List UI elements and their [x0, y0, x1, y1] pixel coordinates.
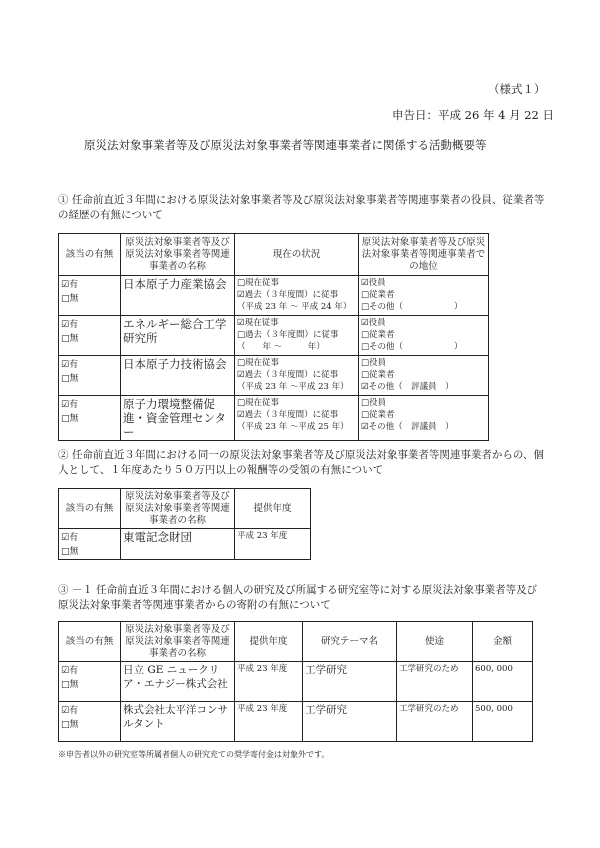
status-current[interactable]: ☑現在従事	[237, 318, 279, 328]
header-company-name: 原災法対象事業者等及び原災法対象事業者等関連事業者の名称	[121, 622, 235, 662]
header-position: 原災法対象事業者等及び原災法対象事業者等関連事業者での地位	[359, 234, 489, 276]
company-name: 株式会社太平洋コンサルタント	[121, 702, 235, 742]
applicable-cell	[59, 529, 121, 560]
section2-table	[58, 488, 311, 560]
table-row	[59, 529, 311, 560]
has-checkbox[interactable]: ☑有	[61, 666, 79, 676]
position-cell	[359, 356, 489, 396]
status-past[interactable]: ☑過去（３年度間）に従事	[237, 290, 339, 300]
table-header-row	[59, 622, 533, 662]
header-applicable: 該当の有無	[59, 234, 121, 276]
document-title: 原災法対象事業者等及び原災法対象事業者等関連事業者に関係する活動概要等	[84, 138, 487, 152]
position-officer[interactable]: ☑役員	[361, 318, 386, 328]
research-theme: 工学研究	[303, 702, 397, 742]
company-name: 日立 GE ニュークリア・エナジー株式会社	[121, 662, 235, 702]
position-other[interactable]: □その他（ ）	[361, 302, 463, 312]
section3-heading: ③ －１ 任命前直近３年間における個人の研究及び所属する研究室等に対する原災法対象事業者等及び原災法対象事業者等関連事業者からの寄附の有無について	[58, 584, 538, 611]
research-theme: 工学研究	[303, 662, 397, 702]
none-checkbox[interactable]: □無	[61, 720, 79, 730]
table-row	[59, 316, 489, 356]
status-current[interactable]: □現在従事	[237, 278, 280, 288]
position-officer[interactable]: □役員	[361, 398, 387, 408]
applicable-cell	[59, 276, 121, 316]
declaration-date: 申告日：平成 26 年 4 月 22 日	[392, 108, 555, 122]
status-period: （平成 23 年 ～平成 25 年）	[237, 422, 349, 432]
status-current[interactable]: □現在従事	[237, 398, 280, 408]
has-checkbox[interactable]: ☑有	[61, 360, 79, 370]
status-cell	[235, 276, 359, 316]
table-header-row	[59, 489, 311, 529]
none-checkbox[interactable]: □無	[61, 680, 79, 690]
footnote: ※申告者以外の研究室等所属者個人の研究充ての奨学寄付金は対象外です。	[58, 750, 330, 759]
table-row	[59, 276, 489, 316]
applicable-cell	[59, 662, 121, 702]
company-name: 日本原子力産業協会	[121, 276, 235, 316]
section1-heading: ① 任命前直近３年間における原災法対象事業者等及び原災法対象事業者等関連事業者の役員、従業者等の経歴の有無について	[58, 194, 545, 221]
header-company-name: 原災法対象事業者等及び原災法対象事業者等関連事業者の名称	[121, 234, 235, 276]
company-name: エネルギー総合工学研究所	[121, 316, 235, 356]
section1-table	[58, 233, 489, 441]
none-checkbox[interactable]: □無	[61, 294, 79, 304]
company-name: 東電記念財団	[121, 529, 235, 560]
status-cell	[235, 316, 359, 356]
section2-heading: ② 任命前直近３年間における同一の原災法対象事業者等及び原災法対象事業者等関連事業者からの、個人として、１年度あたり５０万円以上の報酬等の受領の有無について	[58, 449, 544, 476]
position-employee[interactable]: □従業者	[361, 330, 395, 340]
header-year: 提供年度	[235, 489, 311, 529]
position-employee[interactable]: □従業者	[361, 370, 395, 380]
applicable-cell	[59, 316, 121, 356]
table-row	[59, 662, 533, 702]
status-cell	[235, 356, 359, 396]
has-checkbox[interactable]: ☑有	[61, 706, 79, 716]
status-period: （ 年 ～ 年）	[237, 342, 325, 352]
amount: 500, 000	[473, 702, 533, 742]
has-checkbox[interactable]: ☑有	[61, 280, 79, 290]
has-checkbox[interactable]: ☑有	[61, 400, 79, 410]
header-current-status: 現在の状況	[235, 234, 359, 276]
table-row	[59, 356, 489, 396]
provision-year: 平成 23 年度	[235, 529, 311, 560]
none-checkbox[interactable]: □無	[61, 374, 79, 384]
position-employee[interactable]: □従業者	[361, 410, 395, 420]
applicable-cell	[59, 356, 121, 396]
none-checkbox[interactable]: □無	[61, 334, 79, 344]
header-amount: 金額	[473, 622, 533, 662]
form-number: （様式１）	[488, 82, 546, 96]
has-checkbox[interactable]: ☑有	[61, 533, 79, 543]
header-research-theme: 研究テーマ名	[303, 622, 397, 662]
section3-table	[58, 621, 533, 742]
position-cell	[359, 276, 489, 316]
position-officer[interactable]: □役員	[361, 358, 387, 368]
header-applicable: 該当の有無	[59, 489, 121, 529]
table-header-row	[59, 234, 489, 276]
amount: 600, 000	[473, 662, 533, 702]
provision-year: 平成 23 年度	[235, 662, 303, 702]
status-past[interactable]: ☑過去（３年度間）に従事	[237, 410, 339, 420]
header-use: 使途	[397, 622, 473, 662]
none-checkbox[interactable]: □無	[61, 547, 79, 557]
none-checkbox[interactable]: □無	[61, 414, 79, 424]
position-other[interactable]: ☑その他（ 評議員 ）	[361, 382, 454, 392]
status-past[interactable]: □過去（３年度間）に従事	[237, 330, 339, 340]
applicable-cell	[59, 702, 121, 742]
has-checkbox[interactable]: ☑有	[61, 320, 79, 330]
use-purpose: 工学研究のため	[397, 662, 473, 702]
status-current[interactable]: □現在従事	[237, 358, 280, 368]
position-employee[interactable]: □従業者	[361, 290, 395, 300]
status-cell	[235, 396, 359, 441]
position-cell	[359, 396, 489, 441]
position-cell	[359, 316, 489, 356]
status-period: （平成 23 年 ～ 平成 24 年）	[237, 302, 352, 312]
company-name: 日本原子力技術協会	[121, 356, 235, 396]
status-period: （平成 23 年 ～平成 23 年）	[237, 382, 349, 392]
table-row	[59, 702, 533, 742]
header-applicable: 該当の有無	[59, 622, 121, 662]
applicable-cell	[59, 396, 121, 441]
position-other[interactable]: □その他（ ）	[361, 342, 463, 352]
provision-year: 平成 23 年度	[235, 702, 303, 742]
header-year: 提供年度	[235, 622, 303, 662]
header-company-name: 原災法対象事業者等及び原災法対象事業者等関連事業者の名称	[121, 489, 235, 529]
status-past[interactable]: ☑過去（３年度間）に従事	[237, 370, 339, 380]
use-purpose: 工学研究のため	[397, 702, 473, 742]
table-row	[59, 396, 489, 441]
position-other[interactable]: ☑その他（ 評議員 ）	[361, 422, 454, 432]
position-officer[interactable]: ☑役員	[361, 278, 386, 288]
company-name: 原子力環境整備促進・資金管理センター	[121, 396, 235, 441]
